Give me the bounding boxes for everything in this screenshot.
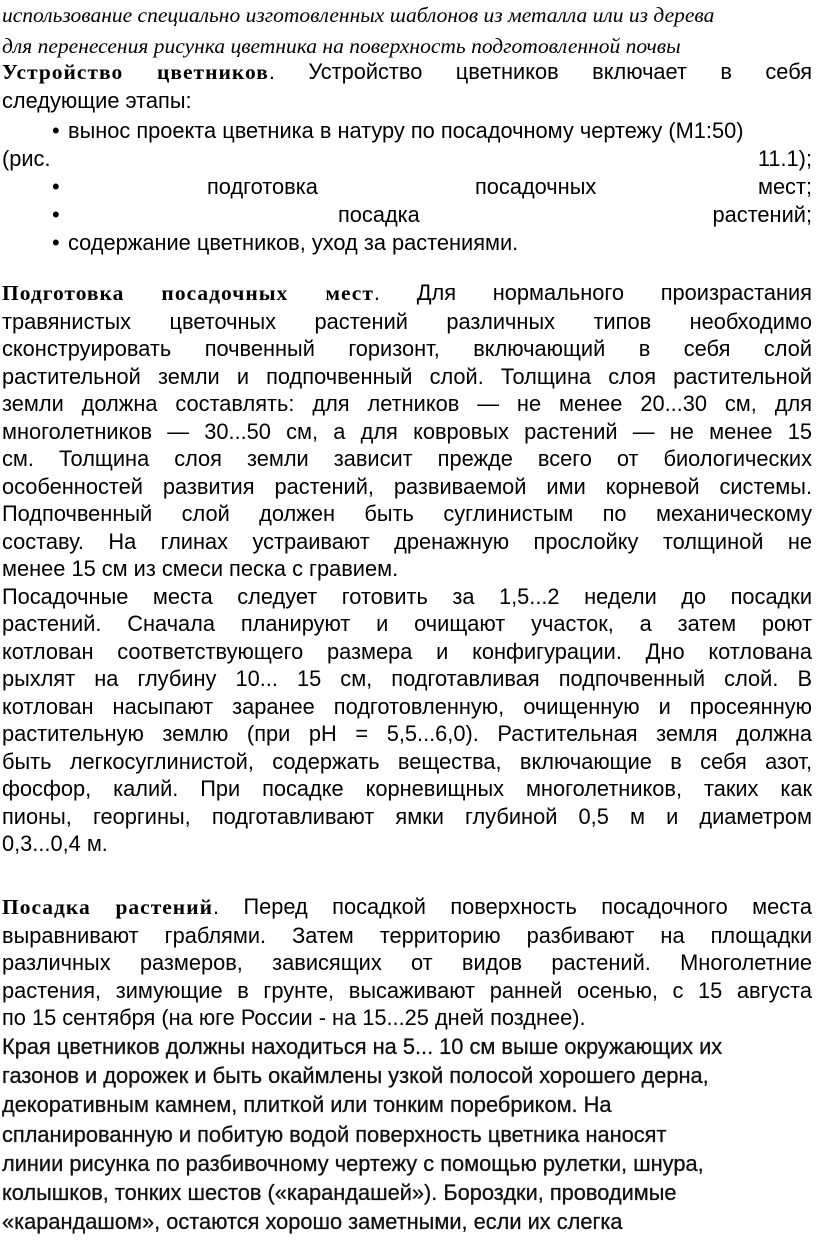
paragraph-line: многолетников — 30...50 см, а для ковровых растений — не менее 15: [2, 418, 812, 444]
paragraph-line: Устройство цветников. Устройство цветников включает в себя: [2, 59, 812, 84]
paragraph-line: линии рисунка по разбивочному чертежу с помощью рулетки, шнура,: [2, 1150, 704, 1176]
paragraph-line: Края цветников должны находиться на 5... 10 см выше окружающих их: [2, 1034, 723, 1059]
paragraph-line: по 15 сентября (на юге России - на 15...25 дней позднее).: [2, 1005, 586, 1030]
paragraph-line: Подготовка посадочных мест. Для нормального произрастания: [2, 280, 812, 305]
paragraph-line: следующие этапы:: [2, 87, 192, 113]
list-item: • посадка растений;: [52, 202, 812, 227]
list-item-continuation: (рис. 11.1);: [2, 146, 812, 171]
section-construction: [2, 58, 812, 114]
paragraph-line: различных размеров, зависящих от видов растений. Многолетние: [2, 950, 812, 975]
section-planting: [2, 893, 812, 1032]
paragraph-line: фосфор, калий. При посадке корневищных многолетников, таких как: [2, 776, 812, 801]
list-item: [2, 117, 812, 145]
paragraph-line: «карандашом», остаются хорошо заметными, если их слегка: [2, 1209, 623, 1235]
section-heading: Посадка растений: [2, 895, 213, 919]
paragraph-line: растительную землю (при рН = 5,5...6,0). Растительная земля должна: [2, 721, 812, 746]
paragraph-line: особенностей развития растений, развиваемой ими корневой системы.: [2, 473, 812, 499]
paragraph-line: быть легкосуглинистой, содержать вещества, включающие в себя азот,: [2, 748, 812, 774]
bullet-marker: •: [52, 174, 60, 199]
intro-line: использование специально изготовленных шаблонов из металла или из дерева: [2, 3, 715, 27]
section-heading: Подготовка посадочных мест: [2, 281, 374, 305]
paragraph-line: рыхлят на глубину 10... 15 см, подготавливая подпочвенный слой. В: [2, 666, 812, 691]
paragraph-line: котлован насыпают заранее подготовленную, очищенную и просеянную: [2, 693, 812, 719]
paragraph-line: спланированную и побитую водой поверхность цветника наносят: [2, 1121, 667, 1147]
paragraph-line: газонов и дорожек и быть окаймлены узкой полосой хорошего дерна,: [2, 1063, 709, 1089]
paragraph-line: составу. На глинах устраивают дренажную прослойку толщиной не: [2, 528, 812, 554]
paragraph-line: Посадка растений. Перед посадкой поверхность посадочного места: [2, 894, 812, 919]
section-heading: Устройство цветников: [2, 60, 269, 84]
paragraph-line: сконструировать почвенный горизонт, включающий в себя слой: [2, 336, 812, 361]
paragraph-line: котлован соответствующего размера и конфигурации. Дно котлована: [2, 638, 812, 664]
paragraph-line: выравнивают граблями. Затем территорию разбивают на площадки: [2, 922, 812, 948]
paragraph-line: земли должна составлять: для летников — не менее 20...30 см, для: [2, 391, 812, 416]
section-preparation: [2, 279, 812, 858]
list-item: • подготовка посадочных мест;: [52, 174, 812, 199]
paragraph-line: менее 15 см из смеси песка с гравием.: [2, 556, 399, 581]
paragraph-line: пионы, георгины, подготавливают ямки глубиной 0,5 м и диаметром: [2, 803, 812, 829]
paragraph-line: см. Толщина слоя земли зависит прежде всего от биологических: [2, 446, 812, 471]
bullet-marker: •: [52, 118, 60, 143]
intro-line: для перенесения рисунка цветника на поверхность подготовленной почвы: [2, 34, 681, 58]
paragraph-line: Подпочвенный слой должен быть суглинистым по механическому: [2, 501, 812, 526]
list-item-text: содержание цветников, уход за растениями.: [68, 230, 519, 255]
list-item-text: вынос проекта цветника в натуру по посадочному чертежу (М1:50): [68, 118, 744, 143]
paragraph-line: декоративным камнем, плиткой или тонким поребриком. На: [2, 1092, 612, 1118]
list-item: [2, 229, 812, 257]
paragraph-line: Посадочные места следует готовить за 1,5...2 недели до посадки: [2, 583, 812, 609]
section-planting-borders: [2, 1032, 814, 1236]
bullet-marker: •: [52, 230, 60, 255]
paragraph-line: растений. Сначала планируют и очищают участок, а затем роют: [2, 611, 812, 636]
stages-list: [2, 117, 812, 257]
paragraph-line: растения, зимующие в грунте, высаживают ранней осенью, с 15 августа: [2, 977, 812, 1003]
bullet-marker: •: [52, 202, 60, 227]
paragraph-line: растительной земли и подпочвенный слой. Толщина слоя растительной: [2, 363, 812, 389]
paragraph-line: 0,3...0,4 м.: [2, 831, 108, 856]
paragraph-line: колышков, тонких шестов («карандашей»). Бороздки, проводимые: [2, 1180, 677, 1206]
paragraph-line: травянистых цветочных растений различных типов необходимо: [2, 308, 812, 334]
